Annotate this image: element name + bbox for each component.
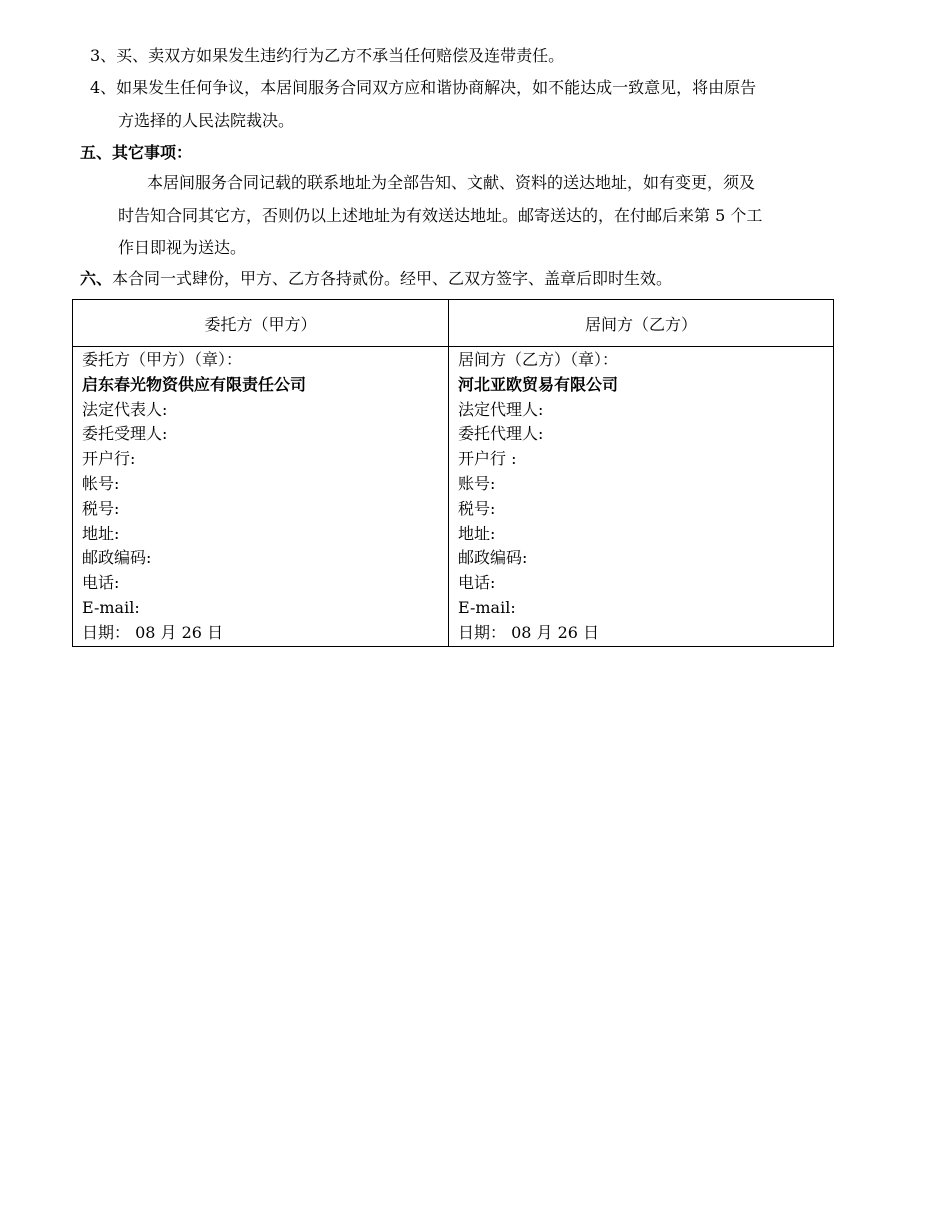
party-b-details — [449, 347, 834, 647]
party-b-tax-no: 税号: — [458, 498, 496, 518]
section-6 — [80, 268, 672, 290]
party-b-address: 地址: — [458, 523, 496, 543]
party-a-seal-label: 委托方（甲方）（章）： — [82, 350, 243, 369]
party-a-account: 帐号: — [82, 473, 120, 493]
party-a-bank: 开户行: — [82, 449, 136, 469]
clause-3: 3、买、卖双方如果发生违约行为乙方不承当任何赔偿及连带责任。 — [90, 46, 565, 65]
party-b-bank: 开户行 : — [458, 449, 517, 469]
party-a-postcode: 邮政编码: — [82, 548, 152, 568]
signature-table-body-row — [73, 347, 834, 647]
section-5-para-line-1: 本居间服务合同记载的联系地址为全部告知、文献、资料的送达地址，如有变更，须及 — [147, 173, 756, 192]
party-b-agent: 委托代理人: — [458, 424, 544, 444]
clause-4-line-1: 4、如果发生任何争议，本居间服务合同双方应和谐协商解决，如不能达成一致意见，将由原告 — [90, 78, 757, 97]
section-5-para-line-2: 时告知合同其它方，否则仍以上述地址为有效送达地址。邮寄送达的，在付邮后来第 5 个工 — [118, 206, 763, 225]
section-6-text: 本合同一式肆份，甲方、乙方各持贰份。经甲、乙双方签字、盖章后即时生效。 — [112, 269, 673, 288]
party-a-details — [73, 347, 449, 647]
party-b-legal-rep: 法定代理人: — [458, 399, 544, 419]
party-b-date: 日期： 08 月 26 日 — [458, 622, 600, 642]
party-a-legal-rep: 法定代表人: — [82, 399, 168, 419]
party-a-phone: 电话: — [82, 573, 120, 593]
party-a-address: 地址: — [82, 523, 120, 543]
party-b-company: 河北亚欧贸易有限公司 — [458, 374, 619, 394]
party-a-date: 日期： 08 月 26 日 — [82, 622, 224, 642]
signature-table-header-row — [73, 300, 834, 347]
party-b-seal-label: 居间方（乙方）（章）： — [458, 350, 619, 369]
party-a-agent: 委托受理人: — [82, 424, 168, 444]
party-b-postcode: 邮政编码: — [458, 548, 528, 568]
party-b-account: 账号: — [458, 473, 496, 493]
party-b-header: 居间方（乙方） — [449, 300, 834, 347]
party-a-email: E-mail: — [82, 597, 140, 617]
party-b-email: E-mail: — [458, 597, 516, 617]
clause-4-line-2: 方选择的人民法院裁决。 — [118, 111, 295, 130]
signature-table — [72, 299, 834, 647]
party-b-phone: 电话: — [458, 573, 496, 593]
section-5-heading: 五、其它事项： — [80, 143, 193, 162]
section-5-para-line-3: 作日即视为送达。 — [118, 238, 247, 257]
party-a-tax-no: 税号: — [82, 498, 120, 518]
party-a-header: 委托方（甲方） — [73, 300, 449, 347]
party-a-company: 启东春光物资供应有限责任公司 — [82, 374, 307, 394]
section-6-heading: 六、 — [80, 269, 113, 288]
